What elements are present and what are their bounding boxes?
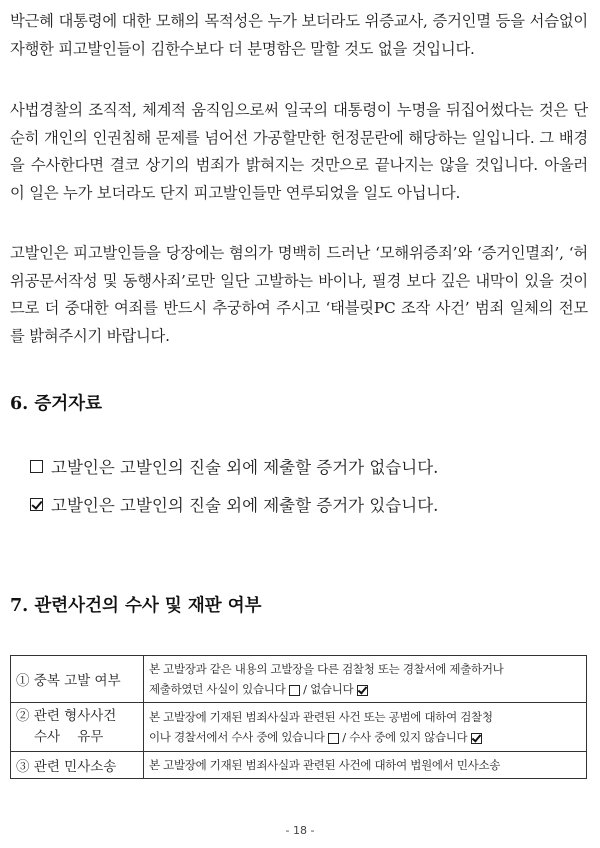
table-row bbox=[11, 703, 587, 752]
row-desc-option1: 이나 경찰서에서 수사 중에 있습니다 bbox=[149, 730, 325, 744]
row-label bbox=[11, 656, 144, 703]
row-desc-line2 bbox=[149, 679, 581, 699]
row-desc-line1: 본 고발장에 기재된 범죄사실과 관련된 사건 또는 공범에 대하여 검찰청 bbox=[149, 710, 493, 724]
checkbox-unchecked-icon[interactable] bbox=[328, 733, 339, 744]
row-description bbox=[144, 752, 587, 779]
row-label-text: ② 관련 형사사건 bbox=[16, 708, 117, 724]
row-label-text-2: 수사 유무 bbox=[34, 729, 104, 745]
row-label-text: ① 중복 고발 여부 bbox=[16, 673, 121, 689]
row-description bbox=[144, 703, 587, 752]
row-desc-option2: / 없습니다 bbox=[303, 682, 354, 696]
row-desc-option2: / 수사 중에 있지 않습니다 bbox=[342, 730, 468, 744]
table-row bbox=[11, 752, 587, 779]
checkbox-unchecked-icon[interactable] bbox=[30, 460, 43, 473]
evidence-option-label: 고발인은 고발인의 진술 외에 제출할 증거가 없습니다. bbox=[51, 458, 439, 477]
row-desc-line2 bbox=[149, 727, 581, 747]
paragraph-3: 고발인은 피고발인들을 당장에는 혐의가 명백히 드러난 ‘모해위증죄’와 ‘증거인멸죄’, ‘허위공문서작성 및 동행사죄’로만 일단 고발하는 바이나, 필경 보다 깊은 내막이 있을 것이므로 더 중대한 여죄를 반드시 추궁하여 주시고 ‘태블릿PC 조작 사건’ 범죄 일체의 전모를 밝혀주시기 바랍니다. bbox=[10, 244, 588, 345]
checkbox-unchecked-icon[interactable] bbox=[289, 685, 300, 696]
row-desc-option1: 제출하였던 사실이 있습니다 bbox=[149, 682, 286, 696]
section7-heading: 7. 관련사건의 수사 및 재판 여부 bbox=[10, 596, 262, 616]
row-description bbox=[144, 656, 587, 703]
section6-heading: 6. 증거자료 bbox=[10, 394, 102, 414]
row-label-text: ③ 관련 민사소송 bbox=[16, 759, 117, 775]
checkbox-checked-icon[interactable] bbox=[357, 685, 368, 696]
row-desc-line1: 본 고발장에 기재된 범죄사실과 관련된 사건에 대하여 법원에서 민사소송 bbox=[149, 758, 501, 772]
checkbox-checked-icon[interactable] bbox=[30, 498, 43, 511]
paragraph-2: 사법경찰의 조직적, 체계적 움직임으로써 일국의 대통령이 누명을 뒤집어썼다는 것은 단순히 개인의 인권침해 문제를 넘어선 가공할만한 헌정문란에 해당하는 일입니다. 그 배경을 수사한다면 결코 상기의 범죄가 밝혀지는 것만으로 끝나지는 않을 것입니다. 아울러 이 일은 누가 보더라도 단지 피고발인들만 연루되었을 일도 아닙니다. bbox=[10, 101, 588, 202]
row-desc-line1: 본 고발장과 같은 내용의 고발장을 다른 검찰청 또는 경찰서에 제출하거나 bbox=[149, 662, 504, 676]
related-cases-table bbox=[10, 655, 587, 779]
evidence-option-exists[interactable] bbox=[30, 492, 438, 516]
checkbox-checked-icon[interactable] bbox=[471, 733, 482, 744]
evidence-option-none[interactable] bbox=[30, 454, 438, 478]
table-row bbox=[11, 656, 587, 703]
row-label bbox=[11, 703, 144, 752]
evidence-option-label: 고발인은 고발인의 진술 외에 제출할 증거가 있습니다. bbox=[51, 496, 439, 515]
page-number: - 18 - bbox=[285, 824, 315, 837]
paragraph-1: 박근혜 대통령에 대한 모해의 목적성은 누가 보더라도 위증교사, 증거인멸 등을 서슴없이 자행한 피고발인들이 김한수보다 더 분명함은 말할 것도 없을 것입니다. bbox=[10, 12, 588, 58]
row-label bbox=[11, 752, 144, 779]
